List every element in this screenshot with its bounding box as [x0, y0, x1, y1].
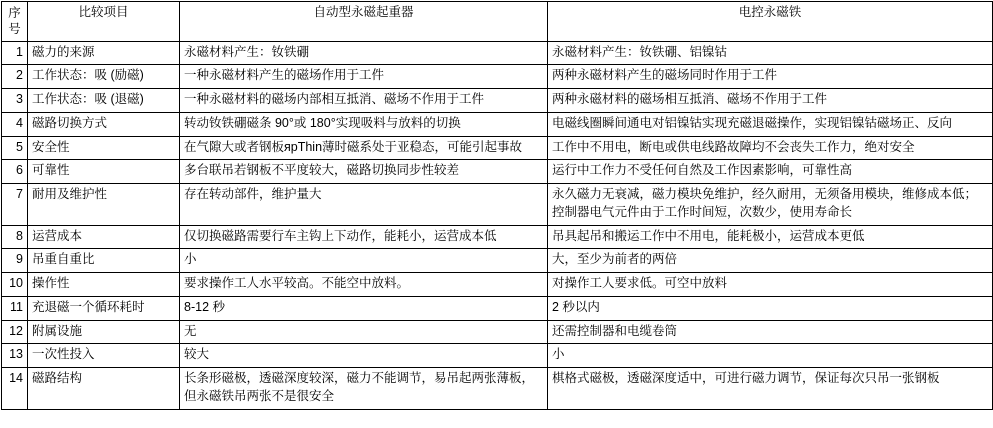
row-product-a-value: 较大 — [180, 344, 548, 368]
row-product-a-value: 存在转动部件，维护量大 — [180, 184, 548, 226]
row-product-a-value: 永磁材料产生：钕铁硼 — [180, 41, 548, 65]
row-product-b-value: 2 秒以内 — [548, 296, 993, 320]
row-item-label: 运营成本 — [28, 225, 180, 249]
row-item-label: 耐用及维护性 — [28, 184, 180, 226]
row-index: 8 — [2, 225, 28, 249]
row-item-label: 工作状态：吸 (励磁) — [28, 65, 180, 89]
column-header-product-a: 自动型永磁起重器 — [180, 2, 548, 42]
row-product-b-value: 两种永磁材料的磁场相互抵消、磁场不作用于工件 — [548, 89, 993, 113]
row-index: 1 — [2, 41, 28, 65]
column-header-index — [2, 2, 28, 42]
row-product-b-value: 永久磁力无衰减，磁力模块免维护，经久耐用，无须备用模块，维修成本低；控制器电气元件由于工作时间短，次数少，使用寿命长 — [548, 184, 993, 226]
row-item-label: 操作性 — [28, 273, 180, 297]
table-row — [2, 368, 993, 410]
table-row — [2, 65, 993, 89]
row-product-b-value: 两种永磁材料产生的磁场同时作用于工件 — [548, 65, 993, 89]
table-row — [2, 320, 993, 344]
table-row — [2, 344, 993, 368]
table-row — [2, 184, 993, 226]
column-header-index-line1: 序 — [8, 6, 21, 20]
row-product-b-value: 永磁材料产生：钕铁硼、铝镍钴 — [548, 41, 993, 65]
comparison-table — [1, 1, 993, 410]
table-row — [2, 89, 993, 113]
row-product-a-value: 在气隙大或者钢板ярThin薄时磁系处于亚稳态，可能引起事故 — [180, 136, 548, 160]
row-index: 9 — [2, 249, 28, 273]
row-item-label: 安全性 — [28, 136, 180, 160]
row-index: 10 — [2, 273, 28, 297]
column-header-product-b: 电控永磁铁 — [548, 2, 993, 42]
row-index: 7 — [2, 184, 28, 226]
row-product-a-value: 一种永磁材料产生的磁场作用于工件 — [180, 65, 548, 89]
table-row — [2, 160, 993, 184]
row-item-label: 磁路切换方式 — [28, 112, 180, 136]
row-index: 13 — [2, 344, 28, 368]
row-index: 12 — [2, 320, 28, 344]
row-item-label: 磁路结构 — [28, 368, 180, 410]
table-body — [2, 41, 993, 409]
table-row — [2, 273, 993, 297]
row-item-label: 充退磁一个循环耗时 — [28, 296, 180, 320]
row-index: 14 — [2, 368, 28, 410]
table-row — [2, 296, 993, 320]
row-product-b-value: 电磁线圈瞬间通电对铝镍钴实现充磁退磁操作，实现铝镍钴磁场正、反向 — [548, 112, 993, 136]
row-product-a-value: 多台联吊若钢板不平度较大，磁路切换同步性较差 — [180, 160, 548, 184]
row-product-b-value: 对操作工人要求低。可空中放料 — [548, 273, 993, 297]
row-index: 6 — [2, 160, 28, 184]
row-item-label: 附属设施 — [28, 320, 180, 344]
row-product-b-value: 吊具起吊和搬运工作中不用电，能耗极小，运营成本更低 — [548, 225, 993, 249]
row-product-a-value: 小 — [180, 249, 548, 273]
row-product-b-value: 大，至少为前者的两倍 — [548, 249, 993, 273]
row-product-a-value: 长条形磁极，透磁深度较深，磁力不能调节，易吊起两张薄板，但永磁铁吊两张不是很安全 — [180, 368, 548, 410]
row-product-b-value: 还需控制器和电缆卷筒 — [548, 320, 993, 344]
table-row — [2, 136, 993, 160]
row-product-a-value: 8-12 秒 — [180, 296, 548, 320]
table-row — [2, 249, 993, 273]
table-row — [2, 41, 993, 65]
row-index: 4 — [2, 112, 28, 136]
row-index: 11 — [2, 296, 28, 320]
table-header-row — [2, 2, 993, 42]
row-product-b-value: 工作中不用电，断电或供电线路故障均不会丧失工作力，绝对安全 — [548, 136, 993, 160]
row-product-a-value: 转动钕铁硼磁条 90°或 180°实现吸料与放料的切换 — [180, 112, 548, 136]
row-index: 2 — [2, 65, 28, 89]
row-item-label: 工作状态：吸 (退磁) — [28, 89, 180, 113]
table-row — [2, 112, 993, 136]
row-product-b-value: 运行中工作力不受任何自然及工作因素影响，可靠性高 — [548, 160, 993, 184]
row-product-a-value: 无 — [180, 320, 548, 344]
row-item-label: 可靠性 — [28, 160, 180, 184]
row-product-a-value: 一种永磁材料的磁场内部相互抵消、磁场不作用于工件 — [180, 89, 548, 113]
row-product-a-value: 仅切换磁路需要行车主钩上下动作，能耗小，运营成本低 — [180, 225, 548, 249]
row-index: 3 — [2, 89, 28, 113]
column-header-item: 比较项目 — [28, 2, 180, 42]
table-row — [2, 225, 993, 249]
row-item-label: 一次性投入 — [28, 344, 180, 368]
row-product-b-value: 棋格式磁极，透磁深度适中，可进行磁力调节，保证每次只吊一张钢板 — [548, 368, 993, 410]
row-product-a-value: 要求操作工人水平较高。不能空中放料。 — [180, 273, 548, 297]
column-header-index-line2: 号 — [8, 22, 21, 37]
row-item-label: 磁力的来源 — [28, 41, 180, 65]
row-item-label: 吊重自重比 — [28, 249, 180, 273]
row-index: 5 — [2, 136, 28, 160]
row-product-b-value: 小 — [548, 344, 993, 368]
